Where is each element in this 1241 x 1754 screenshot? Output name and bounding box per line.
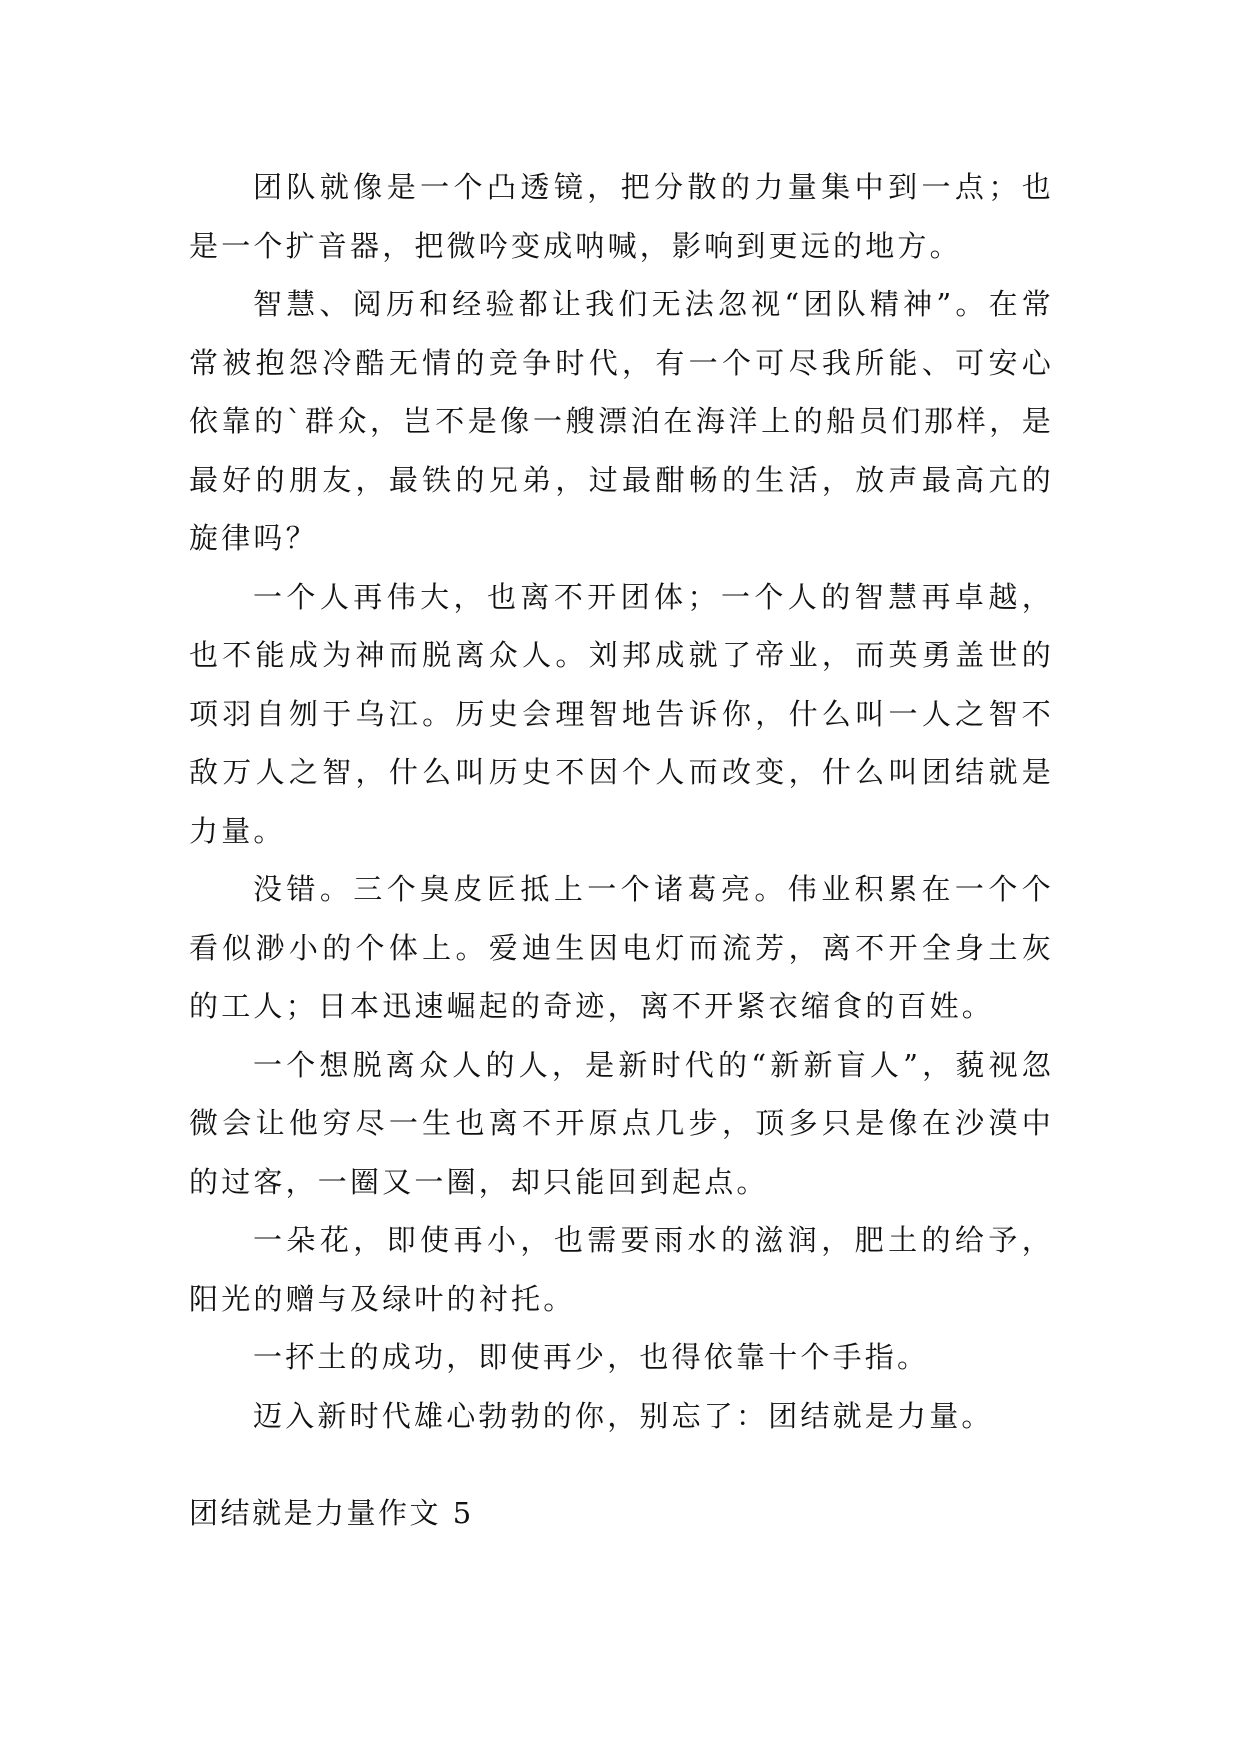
- paragraph-6: 一朵花，即使再小，也需要雨水的滋润，肥土的给予，阳光的赠与及绿叶的衬托。: [189, 1223, 1054, 1316]
- paragraph-3: 一个人再伟大，也离不开团体；一个人的智慧再卓越，也不能成为神而脱离众人。刘邦成就了帝业，而英勇盖世的项羽自刎于乌江。历史会理智地告诉你，什么叫一人之智不敌万人之智，什么叫历史不因个人而改变，什么叫团结就是力量。: [189, 579, 1054, 848]
- paragraph-2: 智慧、阅历和经验都让我们无法忽视“团队精神”。在常常被抱怨冷酷无情的竞争时代，有一个可尽我所能、可安心依靠的`群众，岂不是像一艘漂泊在海洋上的船员们那样，是最好的朋友，最铁的兄弟，过最酣畅的生活，放声最高亢的旋律吗？: [189, 287, 1054, 555]
- paragraph-4: 没错。三个臭皮匠抵上一个诸葛亮。伟业积累在一个个看似渺小的个体上。爱迪生因电灯而流芳，离不开全身土灰的工人；日本迅速崛起的奇迹，离不开紧衣缩食的百姓。: [189, 872, 1054, 1023]
- paragraph-1: 团队就像是一个凸透镜，把分散的力量集中到一点；也是一个扩音器，把微吟变成呐喊，影响到更远的地方。: [189, 170, 1054, 263]
- essay-body: [189, 158, 1054, 1445]
- section-heading: 团结就是力量作文 5: [189, 1496, 474, 1530]
- paragraph-5: 一个想脱离众人的人，是新时代的“新新盲人”，藐视忽微会让他穷尽一生也离不开原点几步，顶多只是像在沙漠中的过客，一圈又一圈，却只能回到起点。: [189, 1047, 1054, 1199]
- paragraph-7: 一抔土的成功，即使再少，也得依靠十个手指。: [253, 1340, 930, 1374]
- paragraph-8: 迈入新时代雄心勃勃的你，别忘了：团结就是力量。: [253, 1398, 994, 1433]
